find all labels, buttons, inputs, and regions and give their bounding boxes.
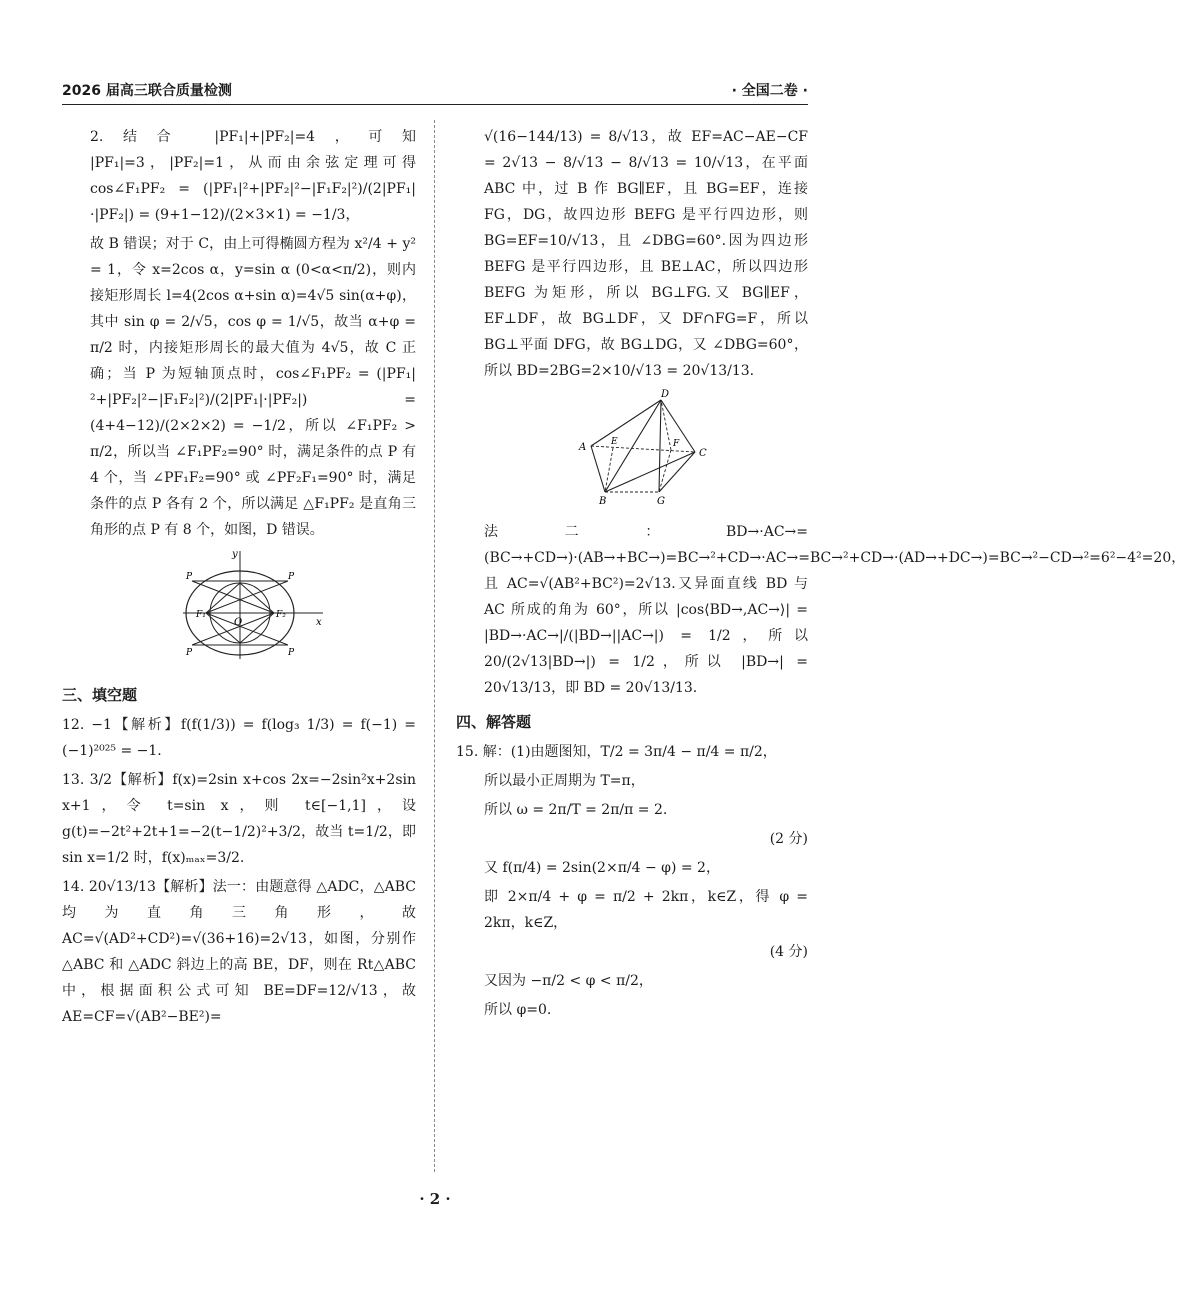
point-label: P: [288, 648, 295, 658]
column-divider: [434, 120, 435, 1172]
point-label: P: [186, 648, 193, 658]
ellipse-figure: [90, 547, 416, 674]
axis-label-y: y: [232, 549, 238, 560]
vertex-label-a: A: [579, 442, 587, 453]
score-mark: (4 分): [769, 944, 808, 960]
answer-15-line: 所以 φ=0.: [484, 1002, 552, 1018]
page-number: · 2 ·: [419, 1190, 451, 1208]
paragraph: √(16−144/13) = 8/√13，故 EF=AC−AE−CF = 2√13 − 8/√13 − 8/√13 = 10/√13，在平面 ABC 中，过 B 作 BG∥EF，且 BG=EF，连接 FG，DG，故四边形 BEFG 是平行四边形，则 BG=EF=10/√13，且 ∠DBG=60°.因为四边形 BEFG 是平行四边形，且 BE⊥AC，所以四边形 BEFG 为矩形，所以 BG⊥FG.又 BG∥EF，EF⊥DF，故 BG⊥DF，又 DF∩FG=F，所以 BG⊥平面 DFG，故 BG⊥DG，又 ∠DBG=60°，所以 BD=2BG=2×10/√13 = 20√13/13.: [484, 129, 808, 379]
answer-15-line: 又 f(π/4) = 2sin(2×π/4 − φ) = 2，: [484, 860, 720, 876]
left-column: [62, 124, 416, 1033]
answer-15-line: 15. 解：(1)由题图知，T/2 = 3π/4 − π/4 = π/2，: [456, 744, 777, 760]
origin-label: O: [234, 617, 243, 628]
section-heading: 四、解答题: [456, 713, 532, 731]
page-header: [62, 78, 808, 102]
focus-label-f2: F₂: [276, 610, 286, 620]
exam-title: 2026 届高三联合质量检测: [62, 83, 232, 99]
vertex-label-b: B: [599, 496, 607, 507]
paragraph: 法二：BD→·AC→=(BC→+CD→)·(AB→+BC→)=BC→²+CD→·AC→=BC→²+CD→·(AD→+DC→)=BC→²−CD→²=6²−4²=20，且 AC=√(AB²+BC²)=2√13.又异面直线 BD 与 AC 所成的角为 60°，所以 |cos⟨BD→,AC→⟩| = |BD→·AC→|/(|BD→||AC→|) = 1/2，所以 20/(2√13|BD→|) = 1/2，所以 |BD→| = 20√13/13，即 BD = 20√13/13.: [484, 524, 1185, 696]
answer-15-line: 所以最小正周期为 T=π，: [484, 773, 645, 789]
point-label: P: [186, 572, 193, 582]
answer-13: 13. 3/2【解析】f(x)=2sin x+cos 2x=−2sin²x+2sin x+1，令 t=sin x，则 t∈[−1,1]，设 g(t)=−2t²+2t+1=−2(t−1/2)²+3/2，故当 t=1/2，即 sin x=1/2 时，f(x)ₘₐₓ=3/2.: [62, 772, 416, 866]
point-label: P: [288, 572, 295, 582]
score-mark: (2 分): [769, 831, 808, 847]
focus-label-f1: F₁: [196, 610, 206, 620]
vertex-label-d: D: [661, 389, 670, 400]
header-rule: [62, 104, 808, 105]
ellipse-diagram: [178, 547, 328, 665]
answer-15-line: 又因为 −π/2 < φ < π/2，: [484, 973, 653, 989]
answer-15-line: 所以 ω = 2π/T = 2π/π = 2.: [484, 802, 668, 818]
answer-14: 14. 20√13/13【解析】法一：由题意得 △ADC，△ABC 均为直角三角形，故 AC=√(AD²+CD²)=√(36+16)=2√13，如图，分别作 △ABC 和 △ADC 斜边上的高 BE，DF，则在 Rt△ABC 中，根据面积公式可知 BE=DF=12/√13，故 AE=CF=√(AB²−BE²)=: [62, 879, 416, 1025]
vertex-label-e: E: [611, 437, 618, 447]
tetrahedron-diagram: [571, 388, 721, 506]
paragraph: 2.结合 |PF₁|+|PF₂|=4，可知 |PF₁|=3，|PF₂|=1，从而由余弦定理可得 cos∠F₁PF₂ = (|PF₁|²+|PF₂|²−|F₁F₂|²)/(2|PF₁|·|PF₂|) = (9+1−12)/(2×3×1) = −1/3，: [90, 129, 416, 223]
paper-type: · 全国二卷 ·: [731, 83, 808, 99]
paragraph: 故 B 错误；对于 C，由上可得椭圆方程为 x²/4 + y² = 1，令 x=2cos α，y=sin α (0<α<π/2)，则内接矩形周长 l=4(2cos α+sin α)=4√5 sin(α+φ)，其中 sin φ = 2/√5，cos φ = 1/√5，故当 α+φ = π/2 时，内接矩形周长的最大值为 4√5，故 C 正确；当 P 为短轴顶点时，cos∠F₁PF₂ = (|PF₁|²+|PF₂|²−|F₁F₂|²)/(2|PF₁|·|PF₂|) = (4+4−12)/(2×2×2) = −1/2，所以 ∠F₁PF₂ > π/2，所以当 ∠F₁PF₂=90° 时，满足条件的点 P 有 4 个，当 ∠PF₁F₂=90° 或 ∠PF₂F₁=90° 时，满足条件的点 P 各有 2 个，所以满足 △F₁PF₂ 是直角三角形的点 P 有 8 个，如图，D 错误。: [90, 236, 416, 538]
right-column: [456, 124, 1185, 1026]
axis-label-x: x: [316, 617, 322, 628]
vertex-label-f: F: [673, 439, 680, 449]
section-heading: 三、填空题: [62, 686, 138, 704]
vertex-label-g: G: [657, 496, 665, 507]
answer-15-line: 即 2×π/4 + φ = π/2 + 2kπ，k∈Z，得 φ = 2kπ，k∈Z，: [484, 889, 808, 931]
answer-12: 12. −1【解析】f(f(1/3)) = f(log₃ 1/3) = f(−1) = (−1)²⁰²⁵ = −1.: [62, 717, 416, 759]
solid-figure: [484, 388, 808, 515]
vertex-label-c: C: [699, 448, 707, 459]
